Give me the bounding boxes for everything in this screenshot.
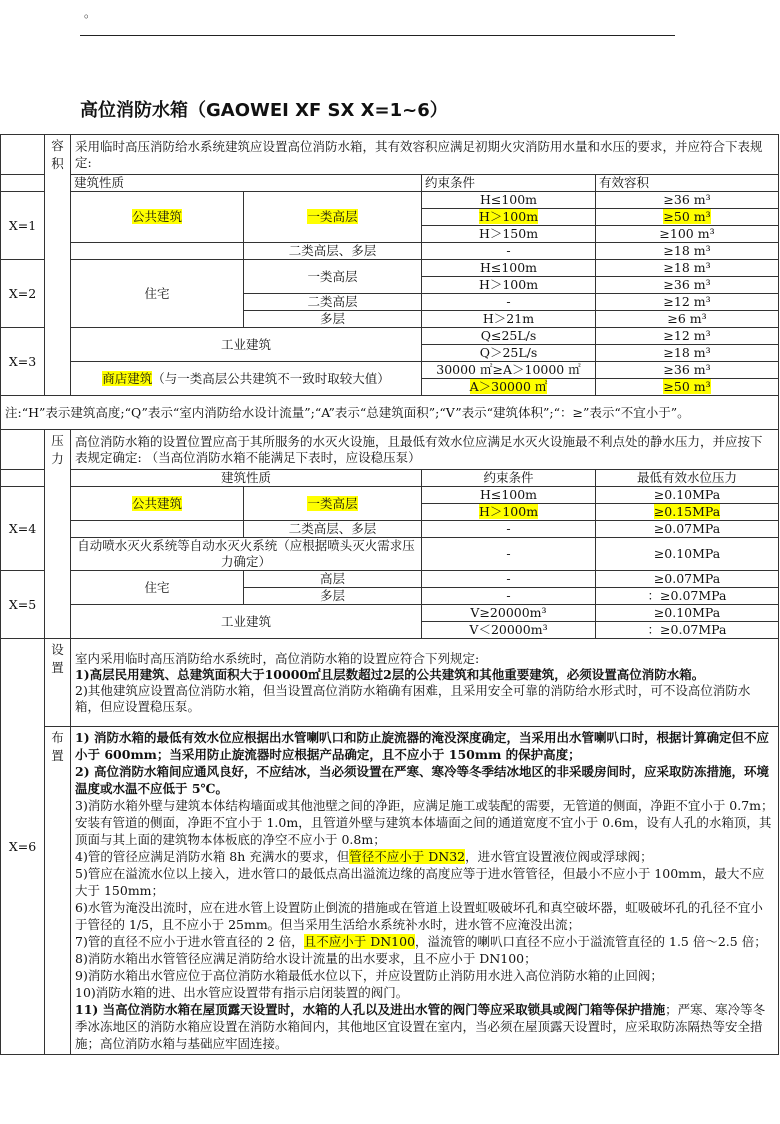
col-header-building: 建筑性质 (71, 470, 422, 487)
empty-cell (71, 243, 244, 260)
value-cell: ≥12 m³ (596, 328, 779, 345)
layout-item-bold: 1) 消防水箱的最低有效水位应根据出水管喇叭口和防止旋流器的淹没深度确定，当采用出水管喇叭口时，根据计算确定但不应小于 600mm；当采用防止旋流器时应根据产品确定，且不应小于 150mm 的保护高度； (75, 730, 769, 762)
layout-text-bold: 11) 当高位消防水箱在屋顶露天设置时，水箱的人孔以及进出水管的阀门等应采取锁具或阀门箱等保护措施 (75, 1002, 666, 1017)
value-cell: ≥0.10MPa (596, 605, 779, 622)
col-header-constraint: 约束条件 (422, 175, 596, 192)
type1-cell (244, 487, 422, 521)
page-title: 高位消防水箱（GAOWEI XF SX X=1~6） (80, 100, 448, 121)
housing-label: 住宅 (71, 571, 244, 605)
constraint-cell: Q＞25L/s (422, 345, 596, 362)
value-cell: ≥36 m³ (596, 362, 779, 379)
constraint-cell: - (422, 243, 596, 260)
sprinkler-label: 自动喷水灭火系统等自动水灭火系统（应根据喷头灭火需求压力确定） (71, 538, 422, 571)
value-cell: ≥18 m³ (596, 345, 779, 362)
header-dot: 。 (84, 6, 97, 20)
x2-label: X=2 (1, 260, 45, 328)
layout-item: 8)消防水箱出水管管径应满足消防给水设计流量的出水要求，且不应小于 DN100； (75, 951, 537, 966)
empty-cell (1, 430, 45, 470)
header-rule (80, 35, 675, 36)
x1-label: X=1 (1, 192, 45, 260)
highlight-constraint: H＞100m (478, 504, 539, 519)
type1-label: 一类高层 (307, 209, 358, 224)
empty-cell (1, 470, 45, 487)
constraint-cell: H＞100m (422, 277, 596, 294)
public-building-label: 公共建筑 (131, 495, 182, 511)
col-header-pressure: 最低有效水位压力 (596, 470, 779, 487)
setup-line-bold: 1)高层民用建筑、总建筑面积大于10000㎡且层数超过2层的公共建筑和其他重要建筑，必须设置高位消防水箱。 (75, 666, 705, 682)
shop-note: （与一类高层公共建筑不一致时取较大值） (152, 370, 390, 386)
value-cell: ：≥0.07MPa (596, 622, 779, 639)
volume-intro: 采用临时高压消防给水系统建筑应设置高位消防水箱，其有效容积应满足初期火灾消防用水量和水压的要求，并应符合下表规定: (71, 135, 779, 175)
layout-content (71, 727, 779, 1055)
empty-cell (71, 521, 244, 538)
public-building-cell (71, 487, 244, 521)
x4-label: X=4 (1, 487, 45, 571)
col-header-building: 建筑性质 (71, 175, 422, 192)
layout-item: 9)消防水箱出水管应位于高位消防水箱最低水位以下，并应设置防止消防用水进入高位消防水箱的止回阀； (75, 968, 663, 983)
shop-building-cell (71, 362, 422, 396)
layout-item-bold: 2) 高位消防水箱间应通风良好，不应结冰，当必须设置在严寒、寒冷等冬季结冰地区的非采暖房间时，应采取防冻措施，环境温度或水温不应低于 5℃。 (75, 764, 769, 796)
value-cell: ≥0.10MPa (596, 538, 779, 571)
type-label: 二类高层、多层 (244, 521, 422, 538)
value-cell (596, 504, 779, 521)
layout-item (75, 1001, 774, 1052)
layout-text: ；严寒、寒冷等冬季冰冻地区的消防水箱应设置在消防水箱间内，其他地区宜设置在室内，当必须在屋顶露天设置时，应采取防冻隔热等安全措施；高位消防水箱与基础应牢固连接。 (75, 1002, 766, 1051)
value-cell: ≥100 m³ (596, 226, 779, 243)
layout-item (75, 848, 774, 865)
value-cell: ≥0.07MPa (596, 521, 779, 538)
value-cell: ≥0.07MPa (596, 571, 779, 588)
type-label: 二类高层 (244, 294, 422, 311)
x5-label: X=5 (1, 571, 45, 639)
highlight-value: ≥50 m³ (663, 209, 711, 224)
type2-label: 二类高层、多层 (244, 243, 422, 260)
shop-label: 商店建筑 (102, 370, 153, 386)
constraint-cell (422, 379, 596, 396)
constraint-cell: 30000 ㎡≥A＞10000 ㎡ (422, 362, 596, 379)
type1-label: 一类高层 (244, 260, 422, 294)
setup-content (71, 639, 779, 727)
housing-label: 住宅 (71, 260, 244, 328)
layout-item: 3)消防水箱外壁与建筑本体结构墙面或其他池壁之间的净距，应满足施工或装配的需要，无管道的侧面，净距不宜小于 0.7m；安装有管道的侧面，净距不宜小于 1.0m，且管道外壁与建筑本体墙面之间的通道宽度不宜小于 0.6m，设有人孔的水箱顶，其顶面与其上面的建筑物本体板底的净空不应小于 0.8m； (75, 798, 774, 847)
layout-item: 6)水管为淹没出流时，应在进水管上设置防止倒流的措施或在管道上设置虹吸破坏孔和真空破坏器，虹吸破坏孔的孔径不宜小于管径的 1/5，且不应小于 25mm。但当采用生活给水系统补水时，进水管不应淹没出流； (75, 900, 763, 932)
setup-line: 室内采用临时高压消防给水系统时，高位消防水箱的设置应符合下列规定: (75, 650, 480, 666)
layout-text: ，进水管宜设置液位阀或浮球阀； (465, 849, 653, 864)
constraint-cell: H≤100m (422, 487, 596, 504)
value-cell: ≥6 m³ (596, 311, 779, 328)
value-cell: ≥0.10MPa (596, 487, 779, 504)
x3-label: X=3 (1, 328, 45, 396)
highlight-constraint: H＞100m (478, 209, 539, 224)
highlight-text: 且不应小于 DN100 (303, 934, 416, 949)
public-building-label: 公共建筑 (131, 209, 182, 224)
constraint-cell (422, 504, 596, 521)
constraint-cell: V≥20000m³ (422, 605, 596, 622)
type1-cell (244, 192, 422, 243)
constraint-cell: - (422, 294, 596, 311)
section-label-setup: 设置 (45, 639, 71, 727)
public-building-cell (71, 192, 244, 243)
highlight-text: 管径不应小于 DN32 (349, 849, 466, 864)
layout-text: ，溢流管的喇叭口直径不应小于溢流管直径的 1.5 倍～2.5 倍； (415, 934, 767, 949)
constraint-cell: H≤100m (422, 260, 596, 277)
constraint-cell: - (422, 571, 596, 588)
layout-item (75, 933, 774, 950)
layout-text: 7)管的直径不应小于进水管直径的 2 倍， (75, 934, 304, 949)
col-header-constraint: 约束条件 (422, 470, 596, 487)
value-cell: ≥36 m³ (596, 192, 779, 209)
highlight-value: ≥50 m³ (663, 379, 711, 394)
constraint-cell: - (422, 521, 596, 538)
industrial-label: 工业建筑 (71, 328, 422, 362)
layout-text: 4)管的管径应满足消防水箱 8h 充满水的要求，但 (75, 849, 350, 864)
empty-cell (1, 135, 45, 175)
constraint-cell: H＞21m (422, 311, 596, 328)
highlight-constraint: A＞30000 ㎡ (469, 379, 548, 394)
x6-label: X=6 (1, 639, 45, 1055)
constraint-cell: Q≤25L/s (422, 328, 596, 345)
layout-item: 10)消防水箱的进、出水管应设置带有指示启闭装置的阀门。 (75, 985, 409, 1000)
highlight-value: ≥0.15MPa (653, 504, 721, 519)
type1-label: 一类高层 (307, 495, 358, 511)
constraint-cell: H＞150m (422, 226, 596, 243)
constraint-cell: - (422, 588, 596, 605)
col-header-volume: 有效容积 (596, 175, 779, 192)
constraint-cell: - (422, 538, 596, 571)
constraint-cell: H≤100m (422, 192, 596, 209)
constraint-cell (422, 209, 596, 226)
value-cell: ：≥0.07MPa (596, 588, 779, 605)
layout-item: 5)管应在溢流水位以上接入，进水管口的最低点高出溢流边缘的高度应等于进水管管径，但最小不应小于 100mm，最大不应大于 150mm； (75, 866, 765, 898)
section-label-pressure: 压力 (45, 430, 71, 639)
value-cell: ≥36 m³ (596, 277, 779, 294)
constraint-cell: V＜20000m³ (422, 622, 596, 639)
value-cell (596, 379, 779, 396)
section-label-volume: 容积 (45, 135, 71, 396)
value-cell: ≥18 m³ (596, 243, 779, 260)
type-label: 多层 (244, 588, 422, 605)
type-label: 高层 (244, 571, 422, 588)
spec-table (0, 134, 779, 1055)
volume-note: 注:“H”表示建筑高度;“Q”表示“室内消防给水设计流量”;“A”表示“总建筑面积”;“V”表示“建筑体积”;“：≥”表示“不宜小于”。 (1, 396, 779, 430)
section-label-layout: 布置 (45, 727, 71, 1055)
value-cell: ≥12 m³ (596, 294, 779, 311)
empty-cell (1, 175, 45, 192)
value-cell (596, 209, 779, 226)
type-label: 多层 (244, 311, 422, 328)
value-cell: ≥18 m³ (596, 260, 779, 277)
setup-line: 2)其他建筑应设置高位消防水箱，但当设置高位消防水箱确有困难，且采用安全可靠的消防给水形式时，可不设高位消防水箱，但应设置稳压泵。 (75, 682, 751, 714)
industrial-label: 工业建筑 (71, 605, 422, 639)
pressure-intro: 高位消防水箱的设置位置应高于其所服务的水灭火设施，且最低有效水位应满足水灭火设施最不利点处的静水压力，并应按下表规定确定: （当高位消防水箱不能满足下表时，应设稳压泵） (71, 430, 779, 470)
